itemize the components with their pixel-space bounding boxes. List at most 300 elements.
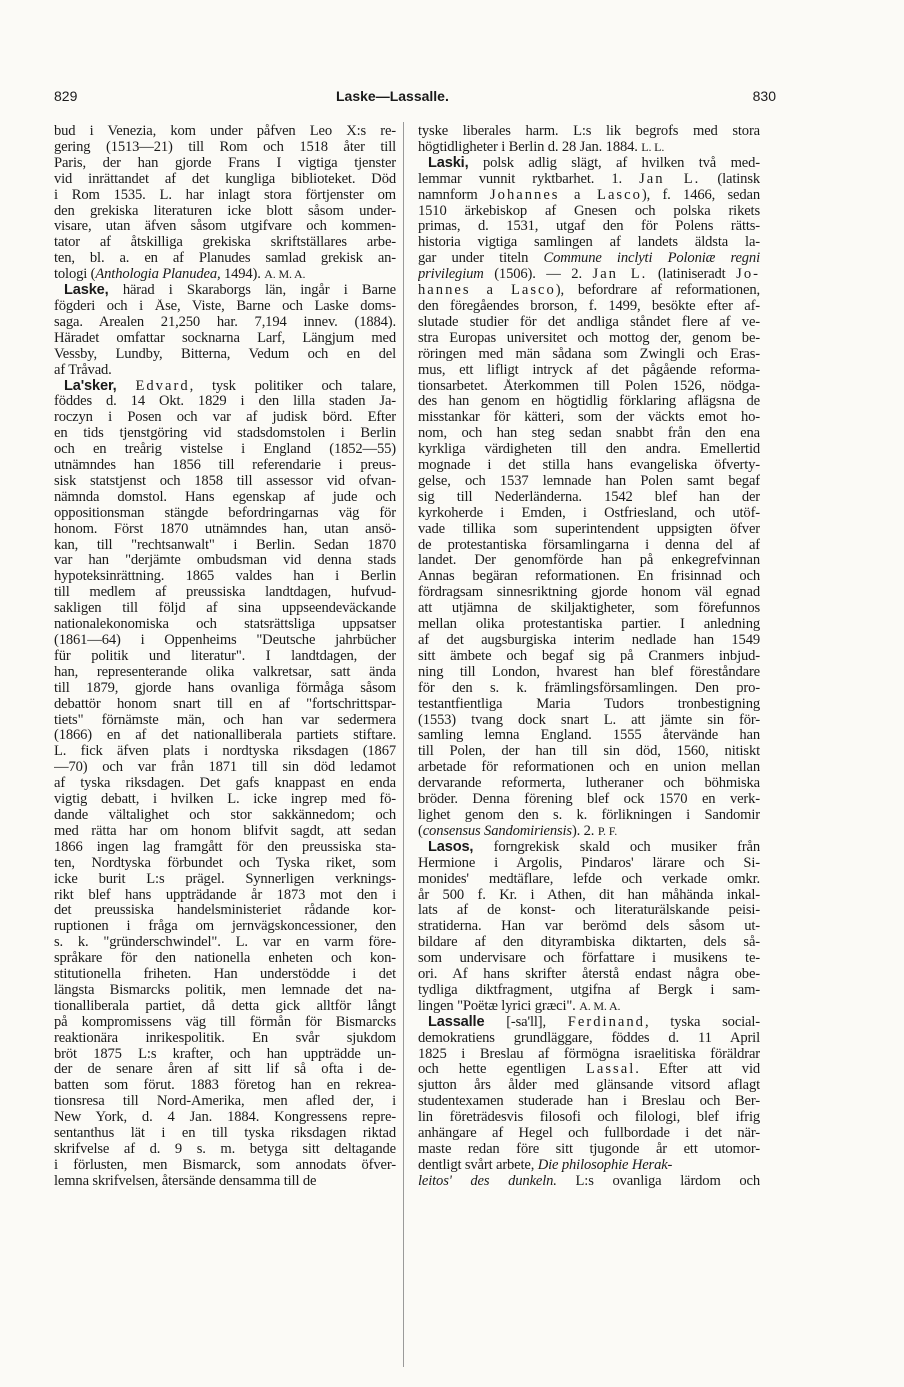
right-column-line bbox=[418, 172, 760, 188]
left-column-line bbox=[54, 490, 396, 506]
text-run: tydliga diktfragment, utgifna af Bergk i sam- bbox=[418, 982, 760, 998]
text-run: tionalliberala partiet, då detta gick alltför långt bbox=[54, 998, 396, 1014]
text-run: dervarande reformerta, lutheraner och böhmiska bbox=[418, 776, 760, 792]
left-column-line bbox=[54, 569, 396, 585]
text-run: stratiderna. Han var berömd dels såsom ut- bbox=[418, 919, 760, 935]
right-column-line bbox=[418, 1078, 760, 1094]
page-number-right: 830 bbox=[752, 88, 776, 104]
right-column-line bbox=[418, 840, 760, 856]
left-column bbox=[54, 124, 396, 1190]
text-run: lighet genom den s. k. förlikningen i Sandomir bbox=[418, 807, 760, 823]
left-column-line bbox=[54, 713, 396, 729]
right-column-line bbox=[418, 506, 760, 522]
right-column-line bbox=[418, 140, 760, 156]
left-column-line bbox=[54, 299, 396, 315]
text-run: tyske liberales harm. L:s lik begrofs med stora bbox=[418, 124, 760, 139]
text-run: Häradet omfattar socknarna Larf, Längjum med bbox=[54, 330, 396, 346]
text-run: primas, d. 1531, utgaf den för Polens rätts- bbox=[418, 219, 760, 235]
right-column-line bbox=[418, 1126, 760, 1142]
text-run: 1510 ärkebiskop af Gnesen och polska rikets bbox=[418, 203, 760, 219]
text-run: till Polen, der han till sin död, 1560, nitiskt bbox=[418, 744, 760, 760]
left-column-line bbox=[54, 1142, 396, 1158]
text-run: af tyska riksdagen. Det gafs knappast en enda bbox=[54, 776, 396, 792]
right-column-line bbox=[418, 283, 760, 299]
left-column-line bbox=[54, 204, 396, 220]
text-run: röringen med män sådana som Zwingli och Eras- bbox=[418, 346, 760, 362]
left-column-line bbox=[54, 935, 396, 951]
right-column-line bbox=[418, 935, 760, 951]
text-run: polsk adlig slägt, af hvilken två med- bbox=[468, 155, 760, 171]
text-run: samling lemna England. 1555 återvände han bbox=[418, 728, 760, 744]
text-run: som undervisare och författare i musikens te- bbox=[418, 951, 760, 967]
left-column-line bbox=[54, 1031, 396, 1047]
text-run: och hette egentligen bbox=[418, 1062, 586, 1078]
spaced-name: Ferdinand bbox=[567, 1014, 645, 1030]
right-column-line bbox=[418, 1110, 760, 1126]
italic-title: consensus Sandomiriensis bbox=[422, 823, 572, 839]
text-run: af det augsburgiska interim nedlade han 1549 bbox=[418, 633, 760, 648]
left-column-line bbox=[54, 617, 396, 633]
right-column-line bbox=[418, 538, 760, 554]
left-column-line bbox=[54, 872, 396, 888]
right-column-line bbox=[418, 1174, 760, 1190]
right-column-line bbox=[418, 1062, 760, 1078]
text-run: visare, utan äfven såsom utgifvare och kommen- bbox=[54, 219, 396, 235]
italic-title: privilegium bbox=[418, 267, 484, 283]
right-column-line bbox=[418, 553, 760, 569]
page-number-left: 829 bbox=[54, 88, 78, 104]
text-run: stra Europas universitet och mottog der, genom be- bbox=[418, 330, 760, 346]
left-column-line bbox=[54, 776, 396, 792]
right-column-line bbox=[418, 1094, 760, 1110]
right-column-line bbox=[418, 410, 760, 426]
left-column-line bbox=[54, 1015, 396, 1031]
left-column-line bbox=[54, 379, 396, 395]
left-column-line bbox=[54, 1158, 396, 1174]
right-column-line bbox=[418, 601, 760, 617]
right-column-line bbox=[418, 124, 760, 140]
left-column-line bbox=[54, 363, 396, 379]
spaced-name: Jo- bbox=[736, 267, 760, 283]
text-run: lemna skrifvelsen, återsände densamma till de bbox=[54, 1173, 317, 1189]
text-run: arbetade för reformationen och en union mellan bbox=[418, 760, 760, 776]
italic-title: leitos' des dunkeln. bbox=[418, 1173, 557, 1189]
text-run: New York, d. 4 Jan. 1884. Kongressens repre- bbox=[54, 1110, 396, 1126]
text-run: han, representerande olika valkretsar, satt ända bbox=[54, 664, 396, 680]
text-run: skrifvelse af d. 9 s. m. betyga sitt deltagande bbox=[54, 1142, 396, 1157]
text-run: språkare för den nationella enheten och kon- bbox=[54, 951, 396, 967]
text-run: Paris, der han gjorde Frans I vigtiga tjenster bbox=[54, 155, 396, 171]
text-run: bröder. Denna förening blef ock 1570 en verk- bbox=[418, 792, 760, 808]
text-run: (latiniseradt bbox=[647, 267, 737, 283]
text-run: ten, Nordtyska förbundet och Tyska riket, som bbox=[54, 855, 396, 871]
left-column-line bbox=[54, 903, 396, 919]
right-column-line bbox=[418, 713, 760, 729]
text-run: tologi ( bbox=[54, 267, 96, 283]
text-run: [-sa'll], bbox=[484, 1014, 568, 1030]
right-column-line bbox=[418, 728, 760, 744]
text-run: 1825 i Breslau af förmögna israelitiska föräldrar bbox=[418, 1046, 760, 1062]
left-column-line bbox=[54, 1047, 396, 1063]
right-column-line bbox=[418, 585, 760, 601]
right-column-line bbox=[418, 156, 760, 172]
left-column-line bbox=[54, 728, 396, 744]
text-run: härad i Skaraborgs län, ingår i Barne bbox=[108, 283, 396, 299]
text-run: studentexamen studerade han i Breslau och Ber- bbox=[418, 1094, 760, 1110]
text-run: mellan olika protestantiska partier. I anledning bbox=[418, 617, 760, 633]
right-column-line bbox=[418, 219, 760, 235]
right-column bbox=[418, 124, 760, 1190]
left-column-line bbox=[54, 585, 396, 601]
left-column-line bbox=[54, 235, 396, 251]
right-column-line bbox=[418, 856, 760, 872]
text-run: anhängare af Hegel och fullbordade i det när- bbox=[418, 1126, 760, 1142]
left-column-line bbox=[54, 553, 396, 569]
left-column-line bbox=[54, 792, 396, 808]
left-column-line bbox=[54, 919, 396, 935]
text-run: roczyn i Posen och var af judisk börd. Efter bbox=[54, 410, 396, 426]
text-run: tiets" förnämste män, och han var sedermera bbox=[54, 712, 396, 728]
text-run: den föregåendes brorson, f. 1499, besökte efter af- bbox=[418, 298, 760, 314]
text-run: vade tillika som superintendent uppsigten öfver bbox=[418, 521, 760, 537]
entry-headword: Lasos, bbox=[428, 839, 474, 855]
text-run: . Efter att vid bbox=[635, 1062, 760, 1078]
text-run: tionsresa till Nord-Amerika, men afled der, i bbox=[54, 1094, 396, 1110]
left-column-line bbox=[54, 267, 396, 283]
text-run: kyrkliga värdigheten till den andra. Emellertid bbox=[418, 442, 760, 458]
spaced-name: Lassal bbox=[585, 1062, 636, 1078]
italic-title: Die philosophie Herak- bbox=[537, 1157, 673, 1173]
right-column-line bbox=[418, 188, 760, 204]
entry-headword: Lassalle bbox=[428, 1014, 485, 1030]
left-column-line bbox=[54, 665, 396, 681]
author-initials: A. M. A. bbox=[579, 998, 621, 1013]
text-run: L. fick äfven plats i nordtyska riksdagen (1867 bbox=[54, 744, 396, 760]
text-run: Annas begäran reformationen. En frisinnad och bbox=[418, 569, 760, 585]
right-column-line bbox=[418, 888, 760, 904]
text-run: sentanthus lät i en till tyska riksdagen riktad bbox=[54, 1126, 396, 1142]
left-column-line bbox=[54, 760, 396, 776]
text-run: misstankar för kätteri, som der väckts emot ho- bbox=[418, 410, 760, 426]
left-column-line bbox=[54, 347, 396, 363]
text-run: bröt 1875 L:s krafter, och han uppträdde un- bbox=[54, 1046, 396, 1062]
text-run: för den s. k. främlingsförsamlingen. Den pro- bbox=[418, 680, 760, 696]
text-run: slutade studier för det andliga ståndet flere af ve- bbox=[418, 314, 760, 330]
text-run: vigtig debatt, i hvilken L. icke ingrep med fö- bbox=[54, 792, 396, 808]
left-column-line bbox=[54, 140, 396, 156]
text-run: ruptionen i fråga om jernvägskoncessioner, den bbox=[54, 919, 396, 935]
text-run: föddes d. 14 Okt. 1829 i den lilla staden Ja- bbox=[54, 394, 396, 410]
text-run: sitt ämbete och begaf sig på Cranmers inbjud- bbox=[418, 648, 760, 664]
left-column-line bbox=[54, 172, 396, 188]
entry-headword: La'sker, bbox=[64, 378, 117, 394]
right-column-line bbox=[418, 490, 760, 506]
right-column-line bbox=[418, 681, 760, 697]
left-column-line bbox=[54, 840, 396, 856]
left-column-line bbox=[54, 442, 396, 458]
text-run: ), f. 1466, sedan bbox=[641, 187, 760, 203]
right-column-line bbox=[418, 204, 760, 220]
text-run: reaktionära inrikespolitik. En svår sjukdom bbox=[54, 1030, 396, 1046]
right-column-line bbox=[418, 649, 760, 665]
left-column-line bbox=[54, 522, 396, 538]
text-run: ori. Af hans skrifter återstå endast några obe- bbox=[418, 967, 760, 983]
text-run: stitutionella friheten. Han understödde i det bbox=[54, 967, 396, 983]
text-run: tator af åtskilliga grekiska skriftställares arbe- bbox=[54, 235, 396, 251]
right-column-line bbox=[418, 379, 760, 395]
text-run: (1866) en af det nationalliberala partiets stiftare. bbox=[54, 728, 396, 744]
left-column-line bbox=[54, 538, 396, 554]
left-column-line bbox=[54, 1078, 396, 1094]
text-run: saga. Arealen 21,250 har. 7,194 innev. (1884). bbox=[54, 314, 396, 330]
text-run: icke burit L:s prägel. Synnerligen verknings- bbox=[54, 871, 396, 887]
text-run: ), befordrare af reformationen, bbox=[555, 283, 760, 299]
text-run: sjutton års ålder med glänsande vitsord aflagt bbox=[418, 1078, 760, 1094]
right-column-line bbox=[418, 442, 760, 458]
text-run: kyrkoherde i Emden, i Ostfriesland, och utöf- bbox=[418, 505, 760, 521]
left-column-line bbox=[54, 410, 396, 426]
text-run: —70) och var från 1871 till sin död ledamot bbox=[54, 760, 396, 776]
left-column-line bbox=[54, 315, 396, 331]
text-run: det preussiska handelsministeriet rådande kor- bbox=[54, 903, 396, 919]
right-column-line bbox=[418, 569, 760, 585]
right-column-line bbox=[418, 347, 760, 363]
right-column-line bbox=[418, 903, 760, 919]
author-initials: P. F. bbox=[597, 823, 618, 838]
spaced-name: Johannes a Lasco bbox=[489, 187, 642, 203]
text-run: sakligen till följd af sina uppseendeväckande bbox=[54, 601, 396, 617]
text-run: lemmar vunnit ryktbarhet. 1. bbox=[418, 171, 640, 187]
spaced-name: Jan L. bbox=[592, 267, 648, 283]
text-run: dentligt svårt arbete, bbox=[418, 1157, 538, 1173]
left-column-line bbox=[54, 744, 396, 760]
running-head-title: Laske—Lassalle. bbox=[336, 88, 449, 104]
text-run: på kompromissens väg till förmån för Bismarcks bbox=[54, 1014, 396, 1030]
left-column-line bbox=[54, 681, 396, 697]
text-run: af Tråvad. bbox=[54, 362, 112, 378]
entry-headword: Laske, bbox=[64, 283, 109, 299]
text-run: s. k. "gründerschwindel". L. var en varm före- bbox=[54, 935, 396, 951]
text-run: , tyska social- bbox=[644, 1014, 760, 1030]
text-run: en tids tjenstgöring vid stadsdomstolen i Berlin bbox=[54, 426, 396, 442]
text-run: kan, till "rechtsanwalt" i Berlin. Sedan 1870 bbox=[54, 537, 396, 553]
text-run: fögderi och i Åse, Viste, Barne och Laske doms- bbox=[54, 298, 396, 314]
text-run: ning till London, hvarest han blef föreståndare bbox=[418, 664, 760, 680]
left-column-line bbox=[54, 124, 396, 140]
right-column-line bbox=[418, 744, 760, 760]
italic-title: Anthologia Planudea, bbox=[95, 267, 221, 283]
text-run: lingen "Poëtæ lyrici græci". bbox=[418, 998, 580, 1014]
right-column-line bbox=[418, 617, 760, 633]
text-run: längsta Bismarcks politik, men lemnade det na- bbox=[54, 982, 396, 998]
text-run: Hermione i Argolis, Pindaros' lärare och Si- bbox=[418, 855, 760, 871]
text-run: dande vältalighet och stor sakkännedom; och bbox=[54, 807, 396, 823]
left-column-line bbox=[54, 506, 396, 522]
text-run: der de senare åren af sitt lif så ofta i de- bbox=[54, 1062, 396, 1078]
right-column-line bbox=[418, 776, 760, 792]
right-column-line bbox=[418, 633, 760, 649]
text-run: oppositionsman stängde befordringarnas väg för bbox=[54, 505, 396, 521]
text-run: (1861—64) i Oppenheims "Deutsche jahrbücher bbox=[54, 633, 396, 648]
right-column-line bbox=[418, 919, 760, 935]
right-column-line bbox=[418, 872, 760, 888]
left-column-line bbox=[54, 1062, 396, 1078]
text-run: gering (1513—21) till Rom och 1518 åter till bbox=[54, 139, 396, 155]
right-column-line bbox=[418, 808, 760, 824]
text-run: 1494). bbox=[220, 267, 265, 283]
text-run: bildare af den dityrambiska diktarten, dels så- bbox=[418, 935, 760, 951]
text-run: demokratiens grundläggare, föddes d. 11 April bbox=[418, 1030, 760, 1046]
text-run: honom. Först 1870 utnämndes han, utan ansö- bbox=[54, 521, 396, 537]
text-run: i förlusten, men Bismarck, som annodats öfver- bbox=[54, 1157, 396, 1173]
left-column-line bbox=[54, 156, 396, 172]
text-run: (1506). — 2. bbox=[483, 267, 593, 283]
text-run: hypoteksinrättning. 1865 valdes han i Berlin bbox=[54, 569, 396, 585]
spaced-name: Edvard bbox=[135, 378, 190, 394]
text-run: år 500 f. Kr. i Athen, dit han måhända inkal- bbox=[418, 887, 760, 903]
right-column-line bbox=[418, 299, 760, 315]
left-column-line bbox=[54, 474, 396, 490]
text-run: att utjämna de skiljaktigheter, som förefunnos bbox=[418, 601, 760, 617]
right-column-line bbox=[418, 474, 760, 490]
left-column-line bbox=[54, 951, 396, 967]
text-run: i Rom 1535. L. har inlagt stora förtjenster om bbox=[54, 187, 396, 203]
text-run: tionsarbetet. Återkommen till Polen 1526, nödga- bbox=[418, 378, 760, 394]
text-run: 1866 ingen lag framgått för den preussiska sta- bbox=[54, 839, 396, 855]
text-run: sig till Nederländerna. 1542 blef han der bbox=[418, 489, 760, 505]
right-column-line bbox=[418, 458, 760, 474]
text-run: mus, ett lifligt intryck af det pågående reforma- bbox=[418, 362, 760, 378]
right-column-line bbox=[418, 394, 760, 410]
right-column-line bbox=[418, 331, 760, 347]
text-run: ). 2. bbox=[571, 823, 598, 839]
left-column-line bbox=[54, 283, 396, 299]
text-run: (1553) tvang dock snart L. att jämte sin för- bbox=[418, 712, 760, 728]
text-run: für politik und literatur". I landtdagen, der bbox=[54, 648, 396, 664]
text-run: landet. Der genomförde han på enkegrefvinnan bbox=[418, 553, 760, 569]
text-run: sisk statstjenst och 1858 till assessor vid ofvan- bbox=[54, 473, 396, 489]
text-run: nämnda domstol. Hans egenskap af jude och bbox=[54, 489, 396, 505]
left-column-line bbox=[54, 331, 396, 347]
right-column-line bbox=[418, 251, 760, 267]
text-run: monides' medtäflare, lefde och verkade omkr. bbox=[418, 871, 760, 887]
text-run: , tysk politiker och talare, bbox=[189, 378, 396, 394]
left-column-line bbox=[54, 824, 396, 840]
author-initials: L. L. bbox=[641, 139, 665, 154]
text-run: gelse, och 1537 lemnade han Polen samt begaf bbox=[418, 473, 760, 489]
left-column-line bbox=[54, 649, 396, 665]
right-column-line bbox=[418, 1031, 760, 1047]
right-column-line bbox=[418, 426, 760, 442]
text-run: till medlem af preussiska landtdagen, hufvud- bbox=[54, 585, 396, 601]
text-run: (latinsk bbox=[700, 171, 760, 187]
text-run: historia vigtiga samlingen af landets äldsta la- bbox=[418, 235, 760, 251]
text-run: nationalekonomiska och statsrättsliga uppsatser bbox=[54, 617, 396, 633]
left-column-line bbox=[54, 983, 396, 999]
left-column-line bbox=[54, 426, 396, 442]
left-column-line bbox=[54, 394, 396, 410]
right-column-line bbox=[418, 697, 760, 713]
italic-title: Commune inclyti Poloniæ regni bbox=[543, 251, 760, 267]
left-column-line bbox=[54, 633, 396, 649]
text-run: namnform bbox=[418, 187, 490, 203]
right-column-line bbox=[418, 999, 760, 1015]
text-run: maste redan före sitt tjugonde år ett utomor- bbox=[418, 1142, 760, 1157]
text-run: bud i Venezia, kom under påfven Leo X:s re- bbox=[54, 124, 396, 139]
right-column-line bbox=[418, 983, 760, 999]
left-column-line bbox=[54, 601, 396, 617]
right-column-line bbox=[418, 267, 760, 283]
text-run: vid inrättandet af det kungliga biblioteket. Död bbox=[54, 171, 396, 187]
text-run: högtidligheter i Berlin d. 28 Jan. 1884. bbox=[418, 139, 642, 155]
left-column-line bbox=[54, 219, 396, 235]
text-run: batten som förut. 1883 företog han en rekrea- bbox=[54, 1078, 396, 1094]
text-run: ten, bl. a. en af Planudes samlad grekisk an- bbox=[54, 251, 396, 267]
left-column-line bbox=[54, 458, 396, 474]
right-column-line bbox=[418, 1158, 760, 1174]
right-column-line bbox=[418, 760, 760, 776]
text-run: lats af de konst- och literaturälskande peisi- bbox=[418, 903, 760, 919]
left-column-line bbox=[54, 967, 396, 983]
left-column-line bbox=[54, 888, 396, 904]
text-run: testantfientliga Maria Tudors tronbestigning bbox=[418, 696, 760, 712]
text-run: mognade i det stilla hans evangeliska öfverty- bbox=[418, 458, 760, 474]
text-run: och en treårig vistelse i England (1852—55) bbox=[54, 442, 396, 458]
right-column-line bbox=[418, 665, 760, 681]
text-run: Vessby, Lundby, Bitterna, Vedum och en del bbox=[54, 346, 396, 362]
text-run: utnämndes han 1856 till referendarie i preus- bbox=[54, 458, 396, 474]
text-run: var han "derjämte ombudsman vid denna stads bbox=[54, 553, 396, 569]
text-run: lin företrädesvis filosofi och filologi, blef ifrig bbox=[418, 1110, 760, 1126]
text-run: gar under titeln bbox=[418, 251, 544, 267]
left-column-line bbox=[54, 1094, 396, 1110]
right-column-line bbox=[418, 522, 760, 538]
left-column-line bbox=[54, 808, 396, 824]
left-column-line bbox=[54, 999, 396, 1015]
text-run: L:s ovanliga lärdom och bbox=[556, 1173, 760, 1189]
text-run: fördragsam sinnesriktning gjorde honom väl egnad bbox=[418, 585, 760, 601]
left-column-line bbox=[54, 697, 396, 713]
left-column-line bbox=[54, 188, 396, 204]
text-run: rikt blef hans uppträdande år 1873 mot den i bbox=[54, 887, 396, 903]
text-run: den grekiska literaturen icke blott såsom under- bbox=[54, 203, 396, 219]
spaced-name: Jan L. bbox=[639, 171, 701, 187]
right-column-line bbox=[418, 1047, 760, 1063]
left-column-line bbox=[54, 1126, 396, 1142]
left-column-line bbox=[54, 1174, 396, 1190]
text-run: nom, och han steg sedan snabbt från den ena bbox=[418, 426, 760, 442]
text-run: till 1879, gjorde hans ovanliga förmåga såsom bbox=[54, 680, 396, 696]
left-column-line bbox=[54, 856, 396, 872]
text-run: forngrekisk skald och musiker från bbox=[473, 839, 760, 855]
right-column-line bbox=[418, 315, 760, 331]
text-run: med rätta har om honom blifvit sagdt, att sedan bbox=[54, 823, 396, 839]
right-column-line bbox=[418, 824, 760, 840]
text-run: debattör honom snart till en af "fortschrittspar- bbox=[54, 696, 396, 712]
text-run: des han genom en högtidlig förklaring aflägsna de bbox=[418, 394, 760, 410]
right-column-line bbox=[418, 967, 760, 983]
right-column-line bbox=[418, 1015, 760, 1031]
text-run bbox=[117, 379, 136, 394]
spaced-name: hannes a Lasco bbox=[418, 283, 556, 299]
right-column-line bbox=[418, 363, 760, 379]
left-column-line bbox=[54, 1110, 396, 1126]
right-column-line bbox=[418, 792, 760, 808]
right-column-line bbox=[418, 235, 760, 251]
text-run: ( bbox=[418, 823, 423, 839]
text-run: de protestantiska församlingarna i denna del af bbox=[418, 537, 760, 553]
right-column-line bbox=[418, 951, 760, 967]
